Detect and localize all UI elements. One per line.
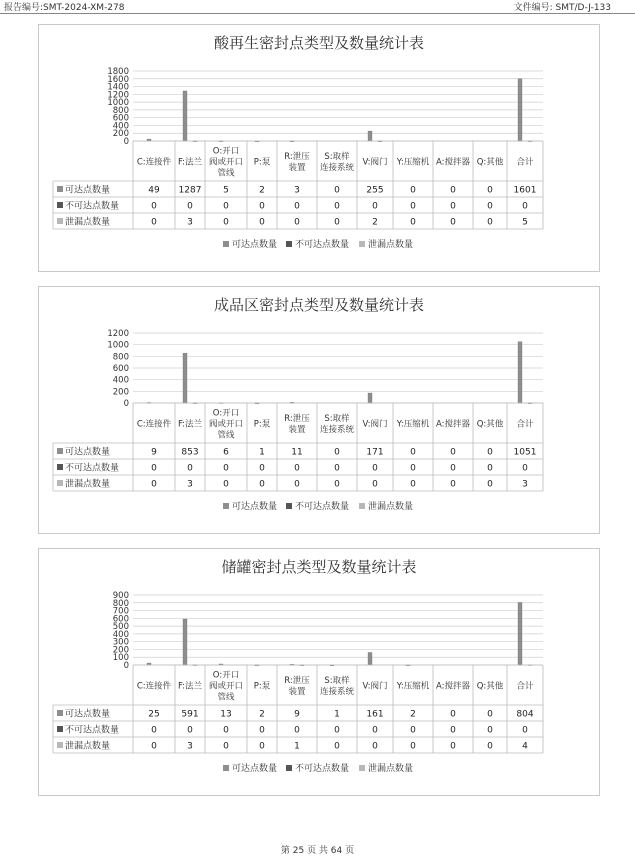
legend-label: 泄漏点数量 (368, 764, 414, 774)
y-tick-label: 200 (112, 387, 129, 398)
cell-value: 0 (372, 479, 378, 490)
cell-value: 591 (181, 709, 199, 720)
cell-value: 6 (223, 447, 229, 458)
category-label: F:法兰 (177, 157, 203, 168)
cell-value: 1 (259, 447, 265, 458)
category-label: 连接系统 (319, 425, 355, 435)
cell-value: 0 (522, 463, 528, 474)
chart-svg (39, 287, 599, 533)
cell-value: 0 (410, 217, 416, 228)
y-tick-label: 0 (123, 661, 129, 671)
y-tick-label: 400 (112, 629, 129, 640)
cell-value: 0 (223, 479, 229, 490)
cell-value: 0 (334, 185, 340, 196)
row-legend-key (57, 742, 63, 748)
cell-value: 3 (187, 217, 193, 228)
cell-value: 2 (259, 709, 265, 720)
category-label: 合计 (516, 157, 534, 168)
y-tick-label: 800 (112, 352, 129, 363)
cell-value: 161 (366, 709, 384, 720)
bar-reachable (518, 342, 522, 403)
bar-reachable (183, 91, 187, 141)
cell-value: 0 (372, 725, 378, 736)
category-label: F:法兰 (177, 681, 203, 692)
cell-value: 0 (187, 725, 193, 736)
bar-reachable (183, 619, 187, 665)
legend-label: 可达点数量 (232, 240, 278, 250)
category-label: 管线 (217, 430, 235, 441)
cell-value: 0 (259, 217, 265, 228)
row-legend-key (57, 480, 63, 486)
category-label: P:泵 (253, 157, 271, 168)
cell-value: 0 (223, 201, 229, 212)
category-label: 连接系统 (319, 163, 355, 173)
category-label: A:搅拌器 (435, 681, 471, 692)
page-number: 第 25 页 共 64 页 (280, 846, 355, 856)
legend-label: 不可达点数量 (295, 240, 350, 250)
y-tick-label: 1400 (107, 82, 129, 93)
legend-swatch (286, 241, 292, 247)
y-tick-label: 900 (112, 591, 129, 601)
row-label: 泄漏点数量 (65, 479, 111, 490)
y-tick-label: 0 (123, 399, 129, 409)
document-number: 文件编号: SMT/D-J-133 (513, 3, 611, 13)
y-tick-label: 100 (112, 653, 129, 664)
chart-panel-storage-tank (38, 548, 600, 796)
category-label: O:开口 (212, 670, 240, 681)
category-label: V:阀门 (362, 681, 388, 692)
cell-value: 0 (487, 463, 493, 474)
legend-swatch (223, 241, 229, 247)
row-legend-key (57, 464, 63, 470)
cell-value: 0 (487, 217, 493, 228)
row-label: 不可达点数量 (65, 725, 120, 736)
chart-title: 酸再生密封点类型及数量统计表 (213, 34, 424, 52)
cell-value: 0 (450, 463, 456, 474)
chart-title: 成品区密封点类型及数量统计表 (213, 296, 424, 314)
row-legend-key (57, 186, 63, 192)
y-tick-label: 500 (112, 622, 129, 633)
y-tick-label: 400 (112, 375, 129, 386)
legend-label: 可达点数量 (232, 502, 278, 512)
cell-value: 0 (151, 725, 157, 736)
cell-value: 3 (187, 741, 193, 752)
y-tick-label: 1800 (107, 67, 129, 77)
legend-swatch (223, 503, 229, 509)
cell-value: 0 (372, 463, 378, 474)
cell-value: 0 (151, 217, 157, 228)
category-label: 连接系统 (319, 687, 355, 697)
category-label: V:阀门 (362, 419, 388, 430)
cell-value: 0 (487, 185, 493, 196)
row-label: 不可达点数量 (65, 201, 120, 212)
row-label: 泄漏点数量 (65, 217, 111, 228)
cell-value: 2 (410, 709, 416, 720)
cell-value: 3 (294, 185, 300, 196)
legend-label: 泄漏点数量 (368, 240, 414, 250)
cell-value: 1601 (513, 185, 537, 196)
cell-value: 0 (410, 463, 416, 474)
y-tick-label: 800 (112, 105, 129, 116)
row-legend-key (57, 710, 63, 716)
cell-value: 0 (334, 447, 340, 458)
cell-value: 0 (450, 185, 456, 196)
cell-value: 9 (294, 709, 300, 720)
cell-value: 0 (450, 479, 456, 490)
cell-value: 0 (410, 741, 416, 752)
cell-value: 0 (450, 725, 456, 736)
legend-swatch (223, 765, 229, 771)
row-legend-key (57, 218, 63, 224)
cell-value: 0 (294, 217, 300, 228)
cell-value: 0 (450, 741, 456, 752)
y-tick-label: 200 (112, 129, 129, 140)
category-label: 阀或开口 (208, 419, 244, 430)
cell-value: 0 (372, 741, 378, 752)
cell-value: 0 (151, 201, 157, 212)
category-label: 装置 (288, 163, 306, 173)
y-tick-label: 400 (112, 121, 129, 132)
cell-value: 0 (522, 725, 528, 736)
y-tick-label: 1200 (107, 329, 129, 339)
legend-swatch (286, 765, 292, 771)
chart-svg (39, 25, 599, 271)
legend-swatch (359, 765, 365, 771)
y-tick-label: 1200 (107, 90, 129, 101)
cell-value: 5 (522, 217, 528, 228)
cell-value: 0 (522, 201, 528, 212)
row-legend-key (57, 448, 63, 454)
legend-swatch (359, 503, 365, 509)
cell-value: 0 (223, 741, 229, 752)
cell-value: 9 (151, 447, 157, 458)
cell-value: 0 (372, 201, 378, 212)
header-divider (0, 13, 635, 14)
cell-value: 0 (259, 479, 265, 490)
cell-value: 255 (366, 185, 384, 196)
cell-value: 11 (291, 447, 303, 458)
cell-value: 0 (151, 479, 157, 490)
legend-label: 泄漏点数量 (368, 502, 414, 512)
legend-swatch (359, 241, 365, 247)
y-tick-label: 800 (112, 598, 129, 609)
row-label: 可达点数量 (65, 185, 111, 196)
cell-value: 0 (151, 741, 157, 752)
bar-reachable (368, 393, 372, 403)
y-tick-label: 600 (112, 364, 129, 374)
cell-value: 0 (487, 709, 493, 720)
cell-value: 0 (334, 201, 340, 212)
row-label: 不可达点数量 (65, 463, 120, 474)
legend-label: 可达点数量 (232, 764, 278, 774)
cell-value: 0 (450, 709, 456, 720)
cell-value: 0 (487, 479, 493, 490)
category-label: Q:其他 (476, 681, 504, 692)
category-label: S:取样 (324, 676, 350, 686)
cell-value: 1 (294, 741, 300, 752)
cell-value: 0 (450, 447, 456, 458)
category-label: 合计 (516, 681, 534, 692)
cell-value: 0 (334, 741, 340, 752)
cell-value: 0 (259, 463, 265, 474)
cell-value: 0 (410, 185, 416, 196)
y-tick-label: 600 (112, 614, 129, 625)
cell-value: 0 (223, 463, 229, 474)
cell-value: 0 (410, 201, 416, 212)
cell-value: 0 (487, 725, 493, 736)
y-tick-label: 600 (112, 113, 129, 124)
category-label: 装置 (288, 425, 306, 435)
category-label: O:开口 (212, 408, 240, 419)
y-tick-label: 200 (112, 645, 129, 656)
cell-value: 0 (294, 201, 300, 212)
cell-value: 0 (334, 217, 340, 228)
category-label: P:泵 (253, 419, 271, 430)
category-label: 装置 (288, 687, 306, 697)
row-label: 可达点数量 (65, 447, 111, 458)
row-label: 泄漏点数量 (65, 741, 111, 752)
cell-value: 3 (187, 479, 193, 490)
category-label: 阀或开口 (208, 681, 244, 692)
chart-svg (39, 549, 599, 795)
cell-value: 0 (410, 447, 416, 458)
cell-value: 2 (372, 217, 378, 228)
y-tick-label: 0 (123, 137, 129, 147)
cell-value: 0 (487, 741, 493, 752)
bar-reachable (518, 602, 522, 665)
category-label: C:连接件 (136, 419, 172, 430)
category-label: Q:其他 (476, 419, 504, 430)
cell-value: 1 (334, 709, 340, 720)
cell-value: 0 (487, 201, 493, 212)
cell-value: 0 (450, 201, 456, 212)
bar-reachable (368, 652, 372, 665)
cell-value: 1287 (178, 185, 202, 196)
category-label: C:连接件 (136, 157, 172, 168)
category-label: V:阀门 (362, 157, 388, 168)
y-tick-label: 1600 (107, 74, 129, 85)
cell-value: 0 (223, 217, 229, 228)
category-label: 管线 (217, 168, 235, 179)
y-tick-label: 700 (112, 606, 129, 617)
cell-value: 804 (516, 709, 534, 720)
category-label: 合计 (516, 419, 534, 430)
cell-value: 0 (259, 741, 265, 752)
report-number: 报告编号:SMT-2024-XM-278 (4, 3, 125, 13)
cell-value: 0 (151, 463, 157, 474)
cell-value: 171 (366, 447, 384, 458)
cell-value: 0 (334, 463, 340, 474)
cell-value: 0 (410, 725, 416, 736)
category-label: Y:压缩机 (396, 157, 430, 168)
category-label: F:法兰 (177, 419, 203, 430)
row-label: 可达点数量 (65, 709, 111, 720)
category-label: S:取样 (324, 152, 350, 162)
legend-swatch (286, 503, 292, 509)
cell-value: 3 (522, 479, 528, 490)
y-tick-label: 1000 (107, 98, 129, 109)
chart-panel-product-area (38, 286, 600, 534)
bar-reachable (183, 353, 187, 403)
category-label: Q:其他 (476, 157, 504, 168)
category-label: Y:压缩机 (396, 681, 430, 692)
category-label: A:搅拌器 (435, 419, 471, 430)
cell-value: 0 (259, 201, 265, 212)
category-label: C:连接件 (136, 681, 172, 692)
category-label: S:取样 (324, 414, 350, 424)
category-label: Y:压缩机 (396, 419, 430, 430)
cell-value: 0 (294, 463, 300, 474)
cell-value: 1051 (513, 447, 537, 458)
y-tick-label: 300 (112, 637, 129, 648)
category-label: A:搅拌器 (435, 157, 471, 168)
cell-value: 0 (487, 447, 493, 458)
cell-value: 0 (294, 479, 300, 490)
row-legend-key (57, 726, 63, 732)
cell-value: 0 (334, 725, 340, 736)
cell-value: 0 (450, 217, 456, 228)
y-tick-label: 1000 (107, 340, 129, 351)
bar-reachable (368, 131, 372, 141)
category-label: P:泵 (253, 681, 271, 692)
cell-value: 0 (259, 725, 265, 736)
category-label: R:泄压 (284, 676, 310, 686)
category-label: R:泄压 (284, 152, 310, 162)
legend-label: 不可达点数量 (295, 764, 350, 774)
category-label: R:泄压 (284, 414, 310, 424)
cell-value: 853 (181, 447, 199, 458)
cell-value: 2 (259, 185, 265, 196)
category-label: 管线 (217, 692, 235, 703)
category-label: 阀或开口 (208, 157, 244, 168)
legend-label: 不可达点数量 (295, 502, 350, 512)
cell-value: 0 (410, 479, 416, 490)
cell-value: 13 (220, 709, 232, 720)
cell-value: 4 (522, 741, 528, 752)
bar-reachable (518, 79, 522, 141)
row-legend-key (57, 202, 63, 208)
cell-value: 0 (187, 201, 193, 212)
cell-value: 0 (187, 463, 193, 474)
cell-value: 0 (294, 725, 300, 736)
chart-panel-acid-regeneration (38, 24, 600, 272)
category-label: O:开口 (212, 146, 240, 157)
cell-value: 0 (334, 479, 340, 490)
chart-title: 储罐密封点类型及数量统计表 (221, 558, 417, 576)
cell-value: 5 (223, 185, 229, 196)
cell-value: 25 (148, 709, 160, 720)
cell-value: 49 (148, 185, 160, 196)
cell-value: 0 (223, 725, 229, 736)
